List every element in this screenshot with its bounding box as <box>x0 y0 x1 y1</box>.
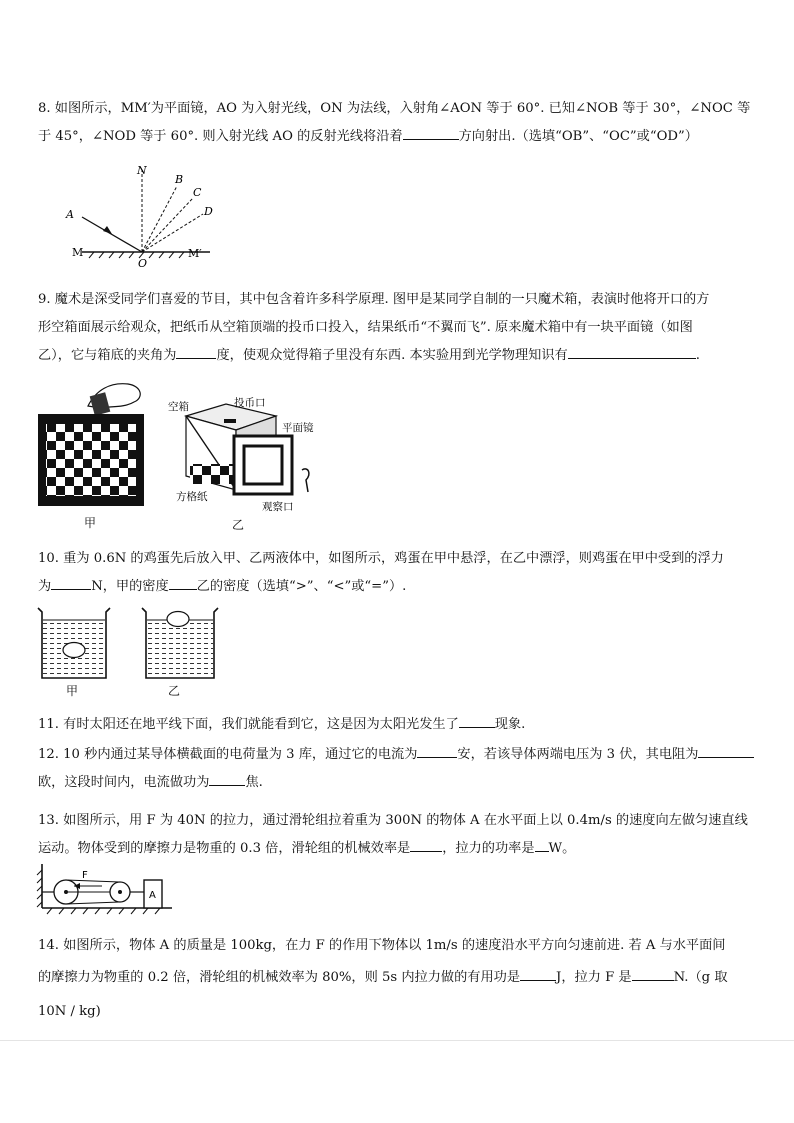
q9-knowledge-blank[interactable] <box>568 344 696 359</box>
ray-ob <box>142 186 177 252</box>
q10-beakers <box>36 606 226 680</box>
rope-top <box>66 880 120 882</box>
label-a: A <box>149 890 156 901</box>
window-inner-frame <box>244 446 282 484</box>
ground-hatch <box>47 908 160 914</box>
q9-line-3: 乙），它与箱底的夹角为 度，使观众觉得箱子里没有东西. 本实验用到光学物理知识有 . <box>38 342 760 370</box>
q12-resistance-blank[interactable] <box>698 743 754 758</box>
question-14 <box>38 932 760 1026</box>
egg-yi <box>167 612 189 627</box>
label-c: C <box>193 186 202 199</box>
q12-line-1: 12. 10 秒内通过某导体横截面的电荷量为 3 库，通过它的电流为 安，若该导体两端电压为 3 伏，其电阻为 <box>38 741 760 769</box>
checker-pattern <box>46 424 136 496</box>
q9-caption-jia: 甲 <box>84 516 97 530</box>
label-m-prime: M′ <box>188 247 202 260</box>
q8-line-2: 于 45°，∠NOD 等于 60°. 则入射光线 AO 的反射光线将沿着 方向射出.（选填“OB”、“OC”或“OD”） <box>38 123 760 151</box>
q13-line-2: 运动。物体受到的摩擦力是物重的 0.3 倍，滑轮组的机械效率是 ，拉力的功率是 W。 <box>38 835 760 863</box>
q9-line-2: 形空箱面展示给观众，把纸币从空箱顶端的投币口投入，结果纸币“不翼而飞”. 原来魔术箱中有一块平面镜（如图 <box>38 320 693 335</box>
q9-caption-yi: 乙 <box>232 518 245 532</box>
egg-jia <box>63 643 85 658</box>
q14-line-3: 10N / kg) <box>38 1004 101 1019</box>
q10-buoyancy-blank[interactable] <box>51 575 91 590</box>
q10-caption-yi: 乙 <box>168 684 181 698</box>
q8-answer-blank[interactable] <box>403 125 459 140</box>
q9-angle-blank[interactable] <box>176 344 216 359</box>
incident-ray-ao <box>82 217 142 252</box>
q12-current-blank[interactable] <box>417 743 457 758</box>
q8-line-1: 8. 如图所示，MM′为平面镜，AO 为入射光线，ON 为法线，入射角∠AON 等于 60°. 已知∠NOB 等于 30°，∠NOC 等 <box>38 101 751 116</box>
coin-slot-icon <box>224 419 236 423</box>
question-13 <box>38 807 760 863</box>
q9-line-1: 9. 魔术是深受同学们喜爱的节目，其中包含着许多科学原理. 图甲是某同学自制的一只魔术箱，表演时他将开口的方 <box>38 292 710 307</box>
q14-line-1: 14. 如图所示，物体 A 的质量是 100kg，在力 F 的作用下物体以 1m/s 的速度沿水平方向匀速前进. 若 A 与水平面间 <box>38 938 726 953</box>
q14-useful-work-blank[interactable] <box>520 966 556 981</box>
label-b: B <box>175 173 184 186</box>
label-o: O <box>138 257 148 270</box>
label-mirror: 平面镜 <box>282 422 314 434</box>
q12-line-2: 欧，这段时间内，电流做功为 焦. <box>38 769 760 797</box>
q10-density-blank[interactable] <box>169 575 197 590</box>
q13-power-blank[interactable] <box>535 837 549 852</box>
q12-work-blank[interactable] <box>209 771 245 786</box>
question-9 <box>38 286 760 370</box>
q14-force-blank[interactable] <box>632 966 674 981</box>
eye-icon <box>302 469 309 492</box>
page-divider <box>0 1040 794 1041</box>
label-coin-slot: 投币口 <box>234 397 266 409</box>
mirror-hatch <box>89 252 184 258</box>
q10-line-1: 10. 重为 0.6N 的鸡蛋先后放入甲、乙两液体中，如图所示，鸡蛋在甲中悬浮，在乙中漂浮，则鸡蛋在甲中受到的浮力 <box>38 551 724 566</box>
label-d: D <box>204 205 213 218</box>
label-n: N <box>137 164 147 177</box>
q13-pulley-system <box>36 862 176 916</box>
label-a: A <box>66 208 74 221</box>
q13-efficiency-blank[interactable] <box>410 837 442 852</box>
label-window: 观察口 <box>262 501 294 513</box>
question-11 <box>38 711 760 739</box>
q11-phenomenon-blank[interactable] <box>459 713 495 728</box>
label-grid-paper: 方格纸 <box>176 491 208 503</box>
arrow-icon <box>103 226 112 234</box>
question-12 <box>38 741 760 797</box>
q10-caption-jia: 甲 <box>66 684 79 698</box>
q14-line-2: 的摩擦力为物重的 0.2 倍，滑轮组的机械效率为 80%，则 5s 内拉力做的有用功是 J，拉力 F 是 N.（g 取 <box>38 964 760 992</box>
rope-bottom <box>66 902 120 904</box>
label-f: F <box>82 870 88 881</box>
q11-line-1: 11. 有时太阳还在地平线下面，我们就能看到它，这是因为太阳光发生了 现象. <box>38 711 760 739</box>
liquid-yi <box>147 620 213 677</box>
question-10 <box>38 545 760 601</box>
q13-line-1: 13. 如图所示，用 F 为 40N 的拉力，通过滑轮组拉着重为 300N 的物体 A 在水平面上以 0.4m/s 的速度向左做匀速直线 <box>38 813 748 828</box>
question-8 <box>38 95 760 151</box>
q10-line-2: 为 N，甲的密度 乙的密度（选填“>”、“<”或“=”）. <box>38 573 760 601</box>
grid-paper <box>190 464 234 484</box>
q9-magic-box-jia <box>38 378 148 510</box>
q9-magic-box-yi <box>166 394 336 514</box>
q8-mirror-diagram <box>60 160 220 270</box>
moving-pulley-axle <box>118 890 122 894</box>
label-m: M <box>72 246 84 259</box>
label-empty-box: 空箱 <box>168 401 189 413</box>
